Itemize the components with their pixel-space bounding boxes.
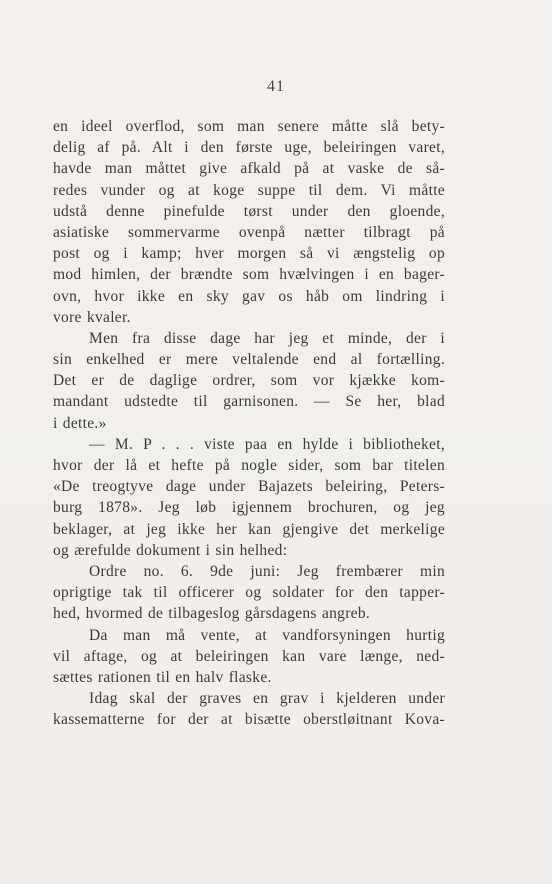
- text-line: Idag skal der graves en grav i kjelderen under: [89, 690, 445, 708]
- text-line: post og i kamp; hver morgen så vi ængstelig op: [53, 245, 445, 263]
- text-line: sin enkelhed er mere veltalende end al fortælling.: [53, 351, 445, 369]
- text-line: — M. P . . . viste paa en hylde i bibliotheket,: [89, 435, 445, 453]
- text-line: burg 1878». Jeg løb igjennem brochuren, og jeg: [53, 499, 445, 517]
- text-line: hed, hvormed de tilbageslog gårsdagens angreb.: [53, 605, 371, 623]
- text-line: beklager, at jeg ikke her kan gjengive det merkelige: [53, 520, 445, 538]
- text-line: og ærefulde dokument i sin helhed:: [53, 541, 288, 559]
- text-line: delig af på. Alt i den første uge, beleiringen varet,: [53, 139, 445, 157]
- text-line: ovn, hvor ikke en sky gav os håb om lindring i: [53, 287, 445, 305]
- text-line: Men fra disse dage har jeg et minde, der i: [89, 329, 445, 347]
- page-number: 41: [267, 78, 285, 95]
- text-line: Det er de daglige ordrer, som vor kjække kom-: [53, 372, 445, 390]
- text-line: vore kvaler.: [53, 308, 131, 326]
- text-line: sættes rationen til en halv flaske.: [53, 668, 272, 686]
- text-line: oprigtige tak til officerer og soldater for den tapper-: [53, 584, 445, 602]
- text-line: «De treogtyve dage under Bajazets beleiring, Peters-: [53, 478, 445, 496]
- text-line: Da man må vente, at vandforsyningen hurtig: [89, 626, 445, 644]
- text-line: udstå denne pinefulde tørst under den gloende,: [53, 202, 445, 220]
- text-line: i dette.»: [53, 414, 107, 432]
- text-line: Ordre no. 6. 9de juni: Jeg frembærer min: [89, 562, 445, 580]
- text-line: kassematterne for der at bisætte oberstløitnant Kova-: [53, 711, 445, 729]
- text-line: havde man måttet give afkald på at vaske de så-: [53, 160, 445, 178]
- text-line: hvor der lå et hefte på nogle sider, som bar titelen: [53, 457, 445, 474]
- text-line: mod himlen, der brændte som hvælvingen i en bager-: [53, 266, 445, 284]
- text-line: mandant udstedte til garnisonen. — Se her, blad: [53, 393, 445, 411]
- text-line: asiatiske sommervarme ovenpå nætter tilbragt på: [53, 223, 445, 241]
- text-line: redes vunder og at koge suppe til dem. Vi måtte: [53, 181, 445, 199]
- text-line: vil aftage, og at beleiringen kan vare længe, ned-: [53, 647, 445, 665]
- text-line: en ideel overflod, som man senere måtte slå bety-: [53, 118, 445, 135]
- body-text: [53, 116, 445, 730]
